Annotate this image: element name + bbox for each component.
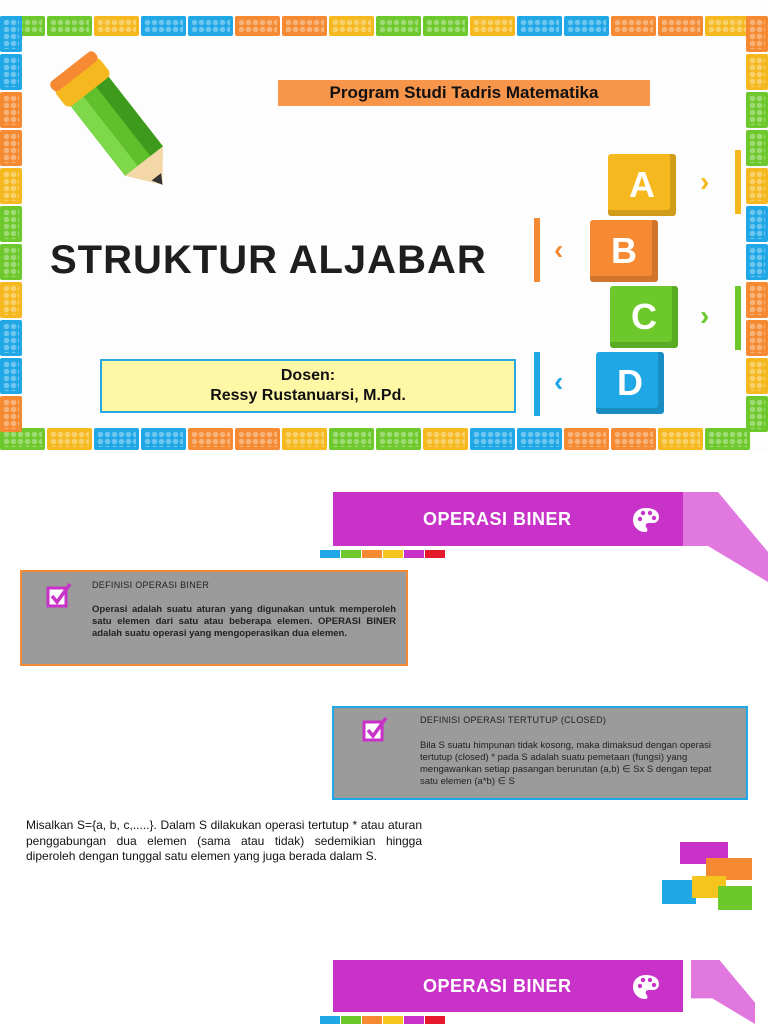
definition-body: Operasi adalah suatu aturan yang digunakan untuk memperoleh satu elemen dari satu atau beberapa elemen. OPERASI BINER adalah suatu operasi yang mengoperasikan dua elemen.: [92, 604, 396, 639]
lego-brick: [0, 168, 22, 204]
definition-title: DEFINISI OPERASI BINER: [92, 580, 210, 590]
lecturer-name: Ressy Rustanuarsi, M.Pd.: [210, 387, 406, 404]
lego-brick: [94, 16, 139, 36]
lego-brick: [235, 16, 280, 36]
chevron-left-icon: ‹: [554, 366, 564, 397]
lego-brick: [517, 428, 562, 450]
color-swatch: [383, 1016, 403, 1024]
banner-title: OPERASI BINER: [423, 975, 572, 996]
color-swatch: [362, 1016, 382, 1024]
lego-brick: [0, 54, 22, 90]
lego-brick: [423, 428, 468, 450]
block-a-accent-bar: [735, 150, 741, 214]
color-swatch: [320, 550, 340, 558]
lego-brick: [658, 16, 703, 36]
definition-box-binary: [20, 570, 408, 666]
lego-brick: [746, 206, 768, 242]
lego-border-bottom: [0, 428, 750, 450]
block-b-letter: B: [611, 230, 637, 271]
lego-brick: [376, 16, 421, 36]
lego-brick: [564, 428, 609, 450]
lego-brick: [746, 396, 768, 432]
lego-brick: [0, 92, 22, 128]
lecturer-box: [100, 359, 516, 413]
lego-brick: [423, 16, 468, 36]
block-c: [610, 286, 678, 348]
color-strip: [320, 550, 445, 558]
lego-brick: [188, 428, 233, 450]
checkbox-check-icon: [362, 716, 388, 742]
lego-brick: [141, 428, 186, 450]
lego-border-left: [0, 16, 22, 432]
section-banner: [333, 492, 683, 546]
lego-brick: [0, 130, 22, 166]
lego-brick: [0, 16, 22, 52]
lego-brick: [470, 428, 515, 450]
lego-border-top: [0, 16, 750, 36]
program-label: Program Studi Tadris Matematika: [278, 80, 650, 106]
lego-brick: [94, 428, 139, 450]
lego-brick: [517, 16, 562, 36]
palette-icon: [631, 506, 661, 534]
color-strip: [320, 1016, 445, 1024]
lego-brick: [0, 320, 22, 356]
block-d-accent-bar: [534, 352, 540, 416]
lego-brick: [47, 428, 92, 450]
lego-brick: [0, 244, 22, 280]
palette-icon: [631, 973, 661, 1001]
color-swatch: [425, 1016, 445, 1024]
color-swatch: [320, 1016, 340, 1024]
definition-title: DEFINISI OPERASI TERTUTUP (CLOSED): [420, 715, 607, 725]
ribbon-tail: [678, 960, 768, 1024]
color-swatch: [341, 1016, 361, 1024]
lego-brick: [611, 16, 656, 36]
ribbon-tail: [678, 492, 768, 582]
lego-brick: [746, 92, 768, 128]
next-slide: [0, 940, 768, 1024]
block-b: [590, 220, 658, 282]
lego-brick: [705, 428, 750, 450]
lego-brick: [746, 244, 768, 280]
example-paragraph: Misalkan S={a, b, c,.....}. Dalam S dilakukan operasi tertutup * atau aturan penggabungan dua elemen (sama atau tidak) sedemikian hingga diperoleh dengan tunggal satu elemen yang juga berada dalam S.: [26, 818, 422, 863]
lego-brick: [746, 282, 768, 318]
banner-title: OPERASI BINER: [423, 508, 572, 529]
lego-brick: [141, 16, 186, 36]
lego-brick: [746, 168, 768, 204]
lego-brick: [329, 428, 374, 450]
title-slide: [0, 0, 768, 452]
abc-blocks: [530, 140, 746, 430]
lego-brick: [746, 54, 768, 90]
lego-brick: [746, 16, 768, 52]
lego-brick: [376, 428, 421, 450]
lego-brick: [282, 16, 327, 36]
lego-brick: [746, 358, 768, 394]
chevron-left-icon: ‹: [554, 234, 564, 265]
chevron-right-icon: ›: [700, 300, 710, 331]
color-swatch: [425, 550, 445, 558]
lego-brick: [47, 16, 92, 36]
lego-border-right: [746, 16, 768, 432]
color-swatch: [341, 550, 361, 558]
block-d: [596, 352, 664, 414]
block-a-letter: A: [629, 164, 655, 205]
lego-brick: [329, 16, 374, 36]
lego-brick: [235, 428, 280, 450]
lego-brick: [188, 16, 233, 36]
pencil-icon: [48, 38, 188, 198]
section-banner: [333, 960, 683, 1012]
lego-brick: [282, 428, 327, 450]
lego-brick: [611, 428, 656, 450]
lecturer-label: Dosen:: [280, 367, 336, 384]
lego-brick: [746, 130, 768, 166]
lego-brick: [0, 358, 22, 394]
checkbox-check-icon: [46, 582, 72, 608]
lego-brick: [0, 206, 22, 242]
presentation-title: STRUKTUR ALJABAR: [50, 238, 487, 282]
lego-bricks-icon: [656, 832, 756, 916]
lego-brick: [470, 16, 515, 36]
definition-box-closed: [332, 706, 748, 800]
color-swatch: [362, 550, 382, 558]
chevron-right-icon: ›: [700, 166, 710, 197]
block-b-accent-bar: [534, 218, 540, 282]
block-d-letter: D: [617, 362, 643, 403]
color-swatch: [383, 550, 403, 558]
definition-body: Bila S suatu himpunan tidak kosong, maka dimaksud dengan operasi tertutup (closed) * pada S adalah suatu pemetaan (fungsi) yang mengawankan setiap pasangan berurutan (a,b) ∈ Sx S dengan tepat satu elemen (a*b) ∈ S: [420, 740, 712, 787]
lego-brick: [0, 282, 22, 318]
block-c-accent-bar: [735, 286, 741, 350]
block-a: [608, 154, 676, 216]
lego-brick: [746, 320, 768, 356]
lego-brick: [658, 428, 703, 450]
lego-brick: [0, 396, 22, 432]
lego-brick: [564, 16, 609, 36]
lego-brick: [705, 16, 750, 36]
block-c-letter: C: [631, 296, 657, 337]
color-swatch: [404, 550, 424, 558]
color-swatch: [404, 1016, 424, 1024]
